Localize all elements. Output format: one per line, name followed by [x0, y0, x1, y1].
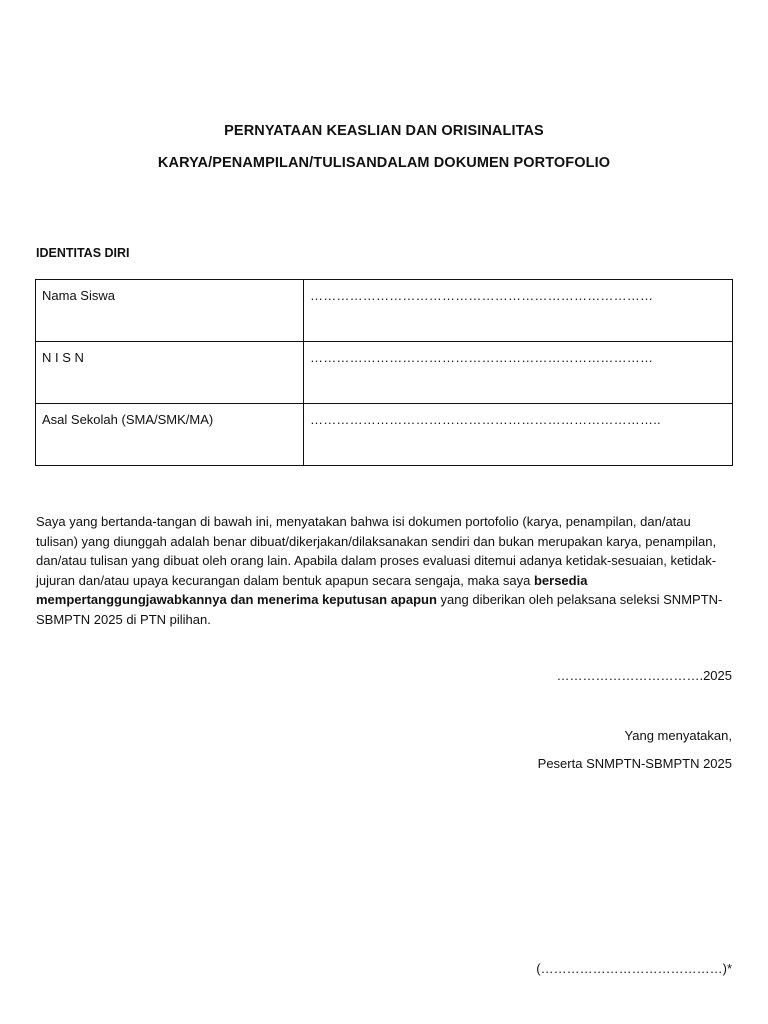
- identity-table: [35, 279, 733, 466]
- statement-text-part1: Saya yang bertanda-tangan di bawah ini, menyatakan bahwa isi dokumen portofolio (karya, penampilan, dan/atau tulisan) yang diunggah adalah benar dibuat/dikerjakan/dilaksanakan sendiri dan bukan merupakan karya, penampilan, dan/atau tulisan yang dibuat oleh orang lain. Apabila dalam proses evaluasi ditemui adanya ketidak-sesuaian, ketidak-jujuran dan/atau upaya kecurangan dalam bentuk apapun secara sengaja, maka saya: [36, 514, 717, 588]
- school-label: Asal Sekolah (SMA/SMK/MA): [36, 404, 304, 466]
- nisn-label: N I S N: [36, 342, 304, 404]
- participant-label: Peserta SNMPTN-SBMPTN 2025: [537, 756, 732, 771]
- student-name-field[interactable]: ……………………………………………………………………: [304, 280, 733, 342]
- stated-by-label: Yang menyatakan,: [624, 728, 732, 743]
- signature-placeholder: (……………………………………)*: [536, 961, 732, 976]
- table-row: [36, 404, 733, 466]
- table-row: [36, 280, 733, 342]
- document-title-line1: PERNYATAAN KEASLIAN DAN ORISINALITAS: [224, 123, 544, 139]
- student-name-label: Nama Siswa: [36, 280, 304, 342]
- school-field[interactable]: ……………………………………………………………………..: [304, 404, 733, 466]
- identity-section-label: IDENTITAS DIRI: [36, 246, 130, 260]
- statement-bold-text: bersedia mempertanggungjawabkannya dan menerima keputusan apapun: [36, 572, 588, 607]
- date-line: …………………………….2025: [556, 668, 732, 683]
- document-title-line2: KARYA/PENAMPILAN/TULISANDALAM DOKUMEN PORTOFOLIO: [157, 155, 611, 171]
- nisn-field[interactable]: ……………………………………………………………………: [304, 342, 733, 404]
- table-row: [36, 342, 733, 404]
- statement-paragraph: [36, 512, 736, 629]
- statement-text-part2: yang diberikan oleh pelaksana seleksi SNMPTN-SBMPTN 2025 di PTN pilihan.: [36, 592, 723, 627]
